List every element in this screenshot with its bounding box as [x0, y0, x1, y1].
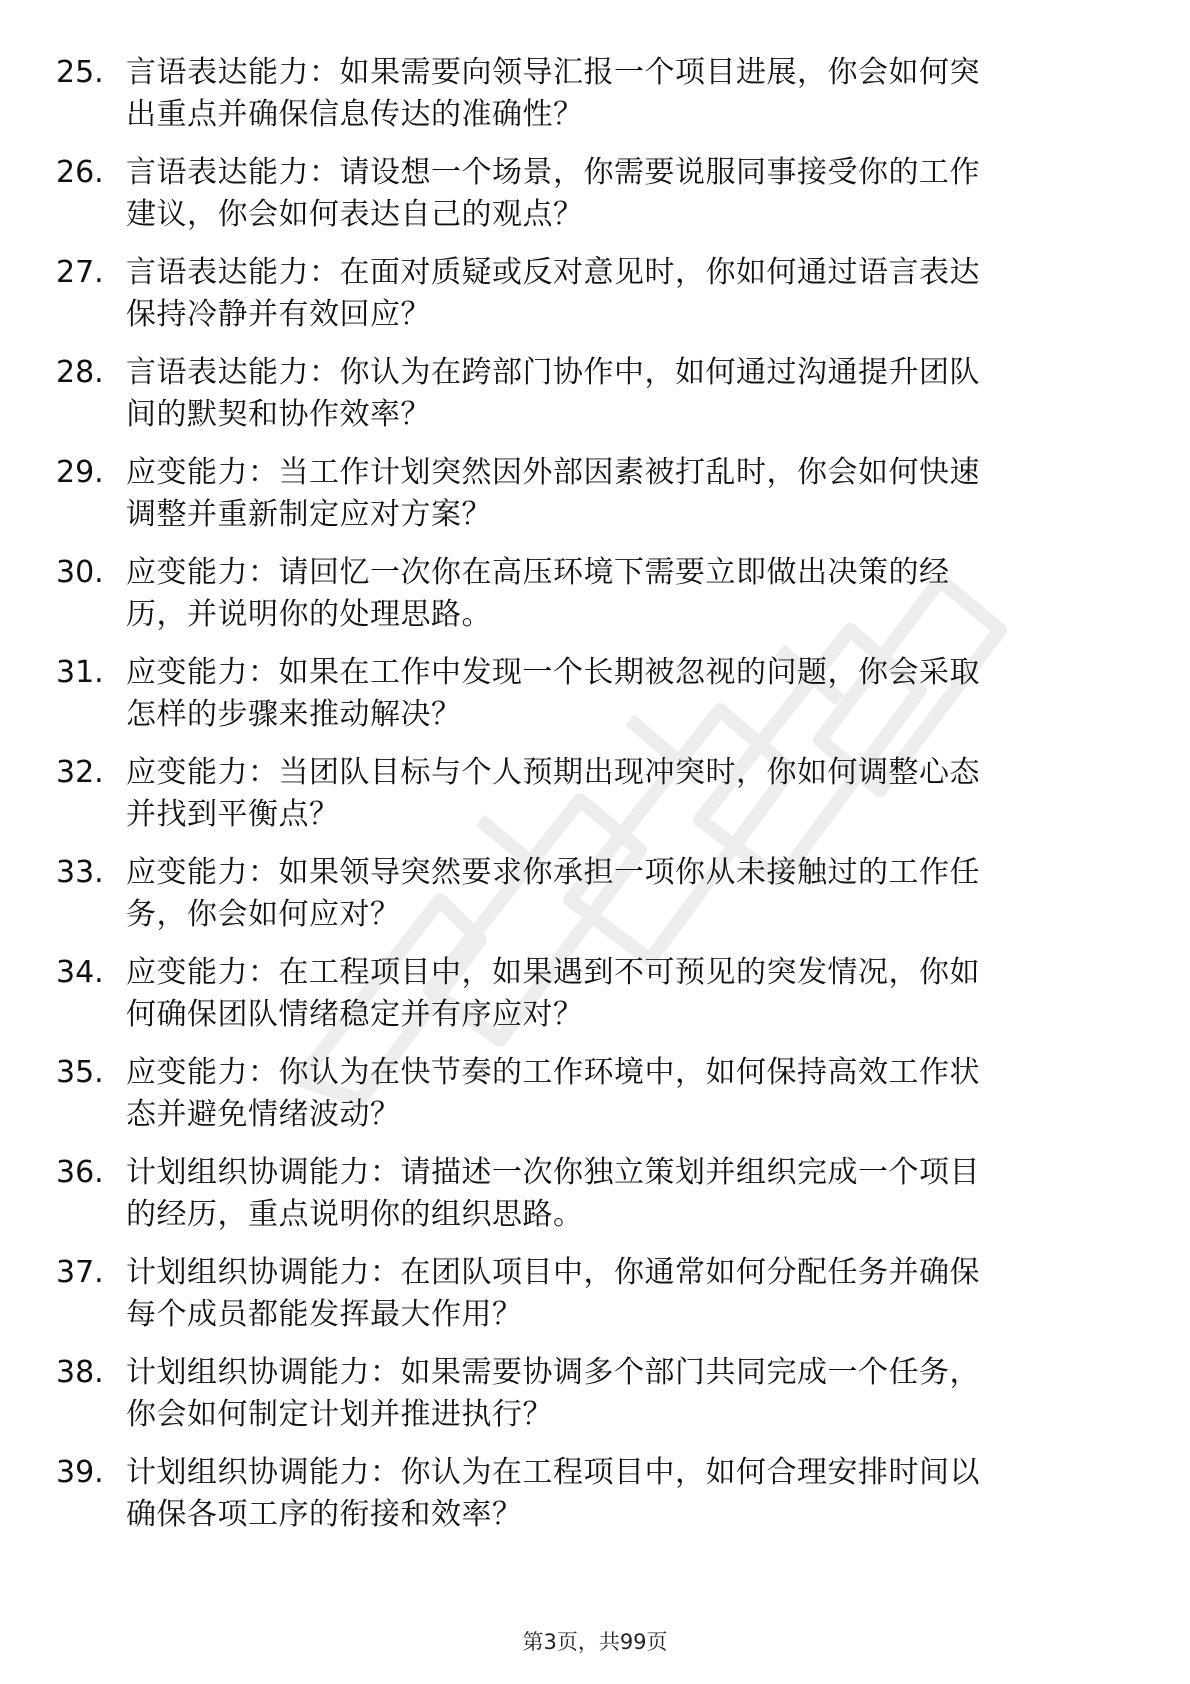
- question-number: 38.: [56, 1355, 104, 1390]
- question-item: [56, 152, 1116, 252]
- question-text: 言语表达能力：如果需要向领导汇报一个项目进展，你会如何突 出重点并确保信息传达的准确性？: [126, 55, 980, 132]
- question-text: 应变能力：当工作计划突然因外部因素被打乱时，你会如何快速 调整并重新制定应对方案？: [126, 455, 980, 532]
- question-number: 33.: [56, 855, 104, 890]
- question-text: 应变能力：请回忆一次你在高压环境下需要立即做出决策的经 历，并说明你的处理思路。: [126, 555, 950, 632]
- question-item: [56, 1252, 1116, 1352]
- question-text: 应变能力：如果领导突然要求你承担一项你从未接触过的工作任 务，你会如何应对？: [126, 855, 980, 932]
- question-list: [56, 52, 1116, 1552]
- question-number: 34.: [56, 955, 104, 990]
- question-item: [56, 952, 1116, 1052]
- question-text: 应变能力：你认为在快节奏的工作环境中，如何保持高效工作状 态并避免情绪波动？: [126, 1055, 980, 1132]
- question-number: 31.: [56, 655, 104, 690]
- question-number: 36.: [56, 1155, 104, 1190]
- question-text: 计划组织协调能力：如果需要协调多个部门共同完成一个任务， 你会如何制定计划并推进执行？: [126, 1355, 980, 1432]
- question-item: [56, 1452, 1116, 1552]
- question-number: 35.: [56, 1055, 104, 1090]
- page-number-footer: 第3页，共99页: [522, 1630, 668, 1654]
- question-item: [56, 552, 1116, 652]
- question-text: 计划组织协调能力：请描述一次你独立策划并组织完成一个项目 的经历，重点说明你的组织思路。: [126, 1155, 980, 1232]
- question-number: 25.: [56, 55, 104, 90]
- question-text: 计划组织协调能力：你认为在工程项目中，如何合理安排时间以 确保各项工序的衔接和效率？: [126, 1455, 980, 1532]
- question-item: [56, 852, 1116, 952]
- question-item: [56, 452, 1116, 552]
- question-number: 32.: [56, 755, 104, 790]
- question-text: 言语表达能力：你认为在跨部门协作中，如何通过沟通提升团队 间的默契和协作效率？: [126, 355, 980, 432]
- question-item: [56, 252, 1116, 352]
- question-number: 28.: [56, 355, 104, 390]
- question-text: 应变能力：在工程项目中，如果遇到不可预见的突发情况，你如 何确保团队情绪稳定并有序应对？: [126, 955, 980, 1032]
- question-item: [56, 1152, 1116, 1252]
- question-text: 言语表达能力：在面对质疑或反对意见时，你如何通过语言表达 保持冷静并有效回应？: [126, 255, 980, 332]
- question-item: [56, 1352, 1116, 1452]
- question-text: 应变能力：当团队目标与个人预期出现冲突时，你如何调整心态 并找到平衡点？: [126, 755, 980, 832]
- question-item: [56, 352, 1116, 452]
- question-number: 37.: [56, 1255, 104, 1290]
- question-number: 39.: [56, 1455, 104, 1490]
- question-item: [56, 52, 1116, 152]
- question-item: [56, 1052, 1116, 1152]
- question-text: 应变能力：如果在工作中发现一个长期被忽视的问题，你会采取 怎样的步骤来推动解决？: [126, 655, 980, 732]
- question-text: 言语表达能力：请设想一个场景，你需要说服同事接受你的工作 建议，你会如何表达自己的观点？: [126, 155, 980, 232]
- question-number: 29.: [56, 455, 104, 490]
- question-text: 计划组织协调能力：在团队项目中，你通常如何分配任务并确保 每个成员都能发挥最大作用？: [126, 1255, 980, 1332]
- question-number: 30.: [56, 555, 104, 590]
- question-item: [56, 652, 1116, 752]
- question-number: 26.: [56, 155, 104, 190]
- question-item: [56, 752, 1116, 852]
- question-number: 27.: [56, 255, 104, 290]
